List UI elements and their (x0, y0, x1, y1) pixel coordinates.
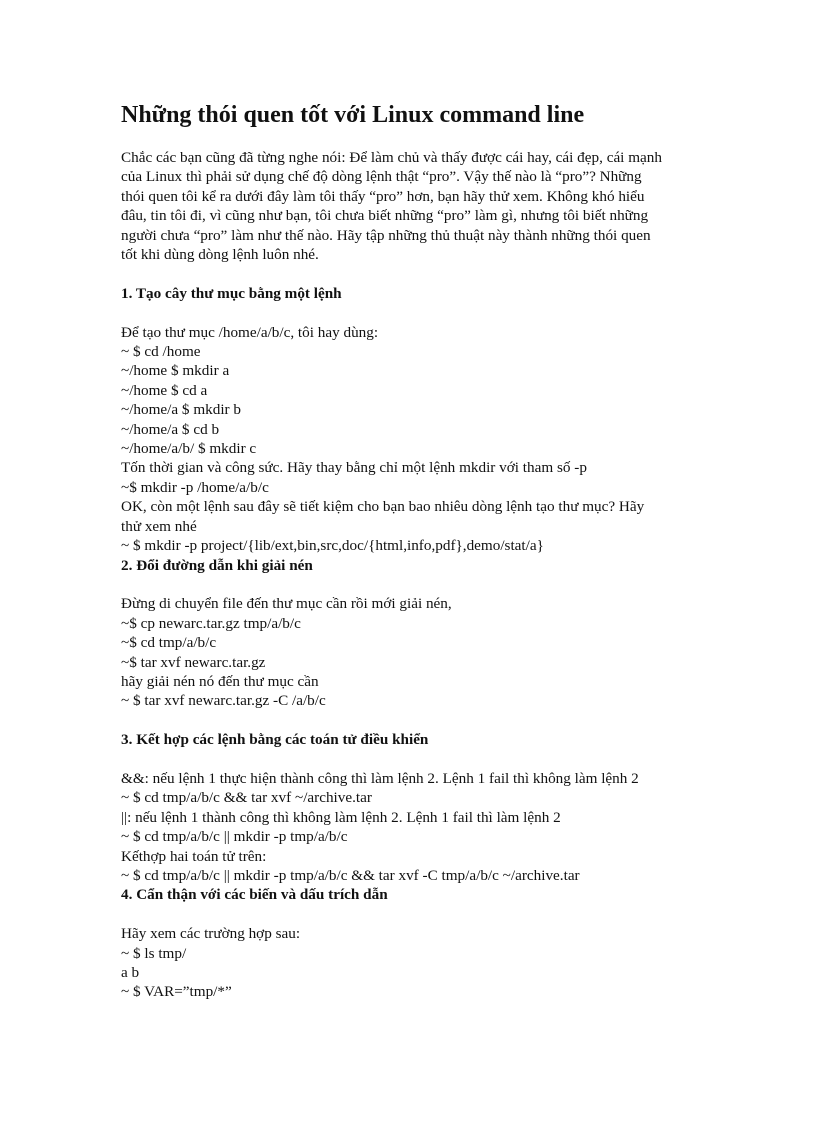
intro-line: đâu, tin tôi đi, vì cũng như bạn, tôi chưa biết những “pro” làm gì, nhưng tôi biết những (121, 207, 649, 225)
command-line: ~/home/a $ cd b (121, 420, 220, 438)
command-line: ~ $ VAR=”tmp/*” (121, 983, 232, 1001)
command-line: ~ $ ls tmp/ (121, 944, 187, 962)
section-heading: 1. Tạo cây thư mục bằng một lệnh (121, 284, 342, 302)
command-line: ~ $ cd tmp/a/b/c || mkdir -p tmp/a/b/c && tar xvf -C tmp/a/b/c ~/archive.tar (121, 866, 580, 884)
spacer (121, 905, 721, 924)
body-line: Để tạo thư mục /home/a/b/c, tôi hay dùng: (121, 323, 379, 341)
spacer (121, 750, 721, 769)
command-line: ~$ cp newarc.tar.gz tmp/a/b/c (121, 614, 301, 632)
section-heading: 3. Kết hợp các lệnh bằng các toán tử điều khiển (121, 731, 429, 749)
command-line: ~ $ mkdir -p project/{lib/ext,bin,src,doc/{html,info,pdf},demo/stat/a} (121, 537, 544, 555)
body-line: &&: nếu lệnh 1 thực hiện thành công thì làm lệnh 2. Lệnh 1 fail thì không làm lệnh 2 (121, 769, 639, 787)
intro-line: thói quen tôi kể ra dưới đây làm tôi thấy “pro” hơn, bạn hãy thử xem. Không khó hiểu (121, 187, 645, 205)
command-line: ~$ mkdir -p /home/a/b/c (121, 478, 269, 496)
section-1 (121, 284, 721, 556)
command-line: ~ $ cd tmp/a/b/c || mkdir -p tmp/a/b/c (121, 828, 348, 846)
section-4 (121, 885, 721, 1001)
body-line: ||: nếu lệnh 1 thành công thì không làm lệnh 2. Lệnh 1 fail thì làm lệnh 2 (121, 808, 561, 826)
output-line: a b (121, 963, 140, 981)
command-line: ~ $ tar xvf newarc.tar.gz -C /a/b/c (121, 692, 326, 710)
intro-line: tốt khi dùng dòng lệnh luôn nhé. (121, 246, 319, 264)
command-line: ~$ cd tmp/a/b/c (121, 634, 217, 652)
command-line: ~/home/a $ mkdir b (121, 401, 241, 419)
intro-paragraph (121, 148, 721, 264)
spacer (121, 264, 721, 283)
body-line: hãy giải nén nó đến thư mục cần (121, 672, 319, 690)
command-line: ~$ tar xvf newarc.tar.gz (121, 653, 266, 671)
section-heading: 4. Cẩn thận với các biến và dấu trích dẫn (121, 886, 388, 904)
command-line: ~ $ cd tmp/a/b/c && tar xvf ~/archive.tar (121, 789, 372, 807)
command-line: ~/home $ cd a (121, 381, 208, 399)
body-line: Tốn thời gian và công sức. Hãy thay bằng chỉ một lệnh mkdir với tham số -p (121, 459, 587, 477)
body-line: Kếthợp hai toán tử trên: (121, 847, 267, 865)
body-line: Đừng di chuyển file đến thư mục cần rồi mới giải nén, (121, 595, 452, 613)
intro-line: người chưa “pro” làm như thế nào. Hãy tập những thủ thuật này thành những thói quen (121, 226, 651, 244)
intro-line: Chắc các bạn cũng đã từng nghe nói: Để làm chủ và thấy được cái hay, cái đẹp, cái mạnh (121, 149, 662, 166)
page-title: Những thói quen tốt với Linux command line (121, 102, 585, 128)
spacer (121, 711, 721, 730)
body-line: Hãy xem các trường hợp sau: (121, 925, 301, 943)
body-line: thử xem nhé (121, 517, 197, 535)
spacer (121, 303, 721, 322)
command-line: ~/home/a/b/ $ mkdir c (121, 440, 257, 458)
spacer (121, 575, 721, 594)
section-heading: 2. Đổi đường dẫn khi giải nén (121, 556, 313, 574)
body-line: OK, còn một lệnh sau đây sẽ tiết kiệm cho bạn bao nhiêu dòng lệnh tạo thư mục? Hãy (121, 498, 645, 516)
document-page (121, 100, 721, 1002)
section-3 (121, 730, 721, 885)
command-line: ~ $ cd /home (121, 343, 201, 361)
intro-line: của Linux thì phải sử dụng chế độ dòng lệnh thật “pro”. Vậy thế nào là “pro”? Những (121, 168, 642, 186)
command-line: ~/home $ mkdir a (121, 362, 230, 380)
section-2 (121, 556, 721, 731)
